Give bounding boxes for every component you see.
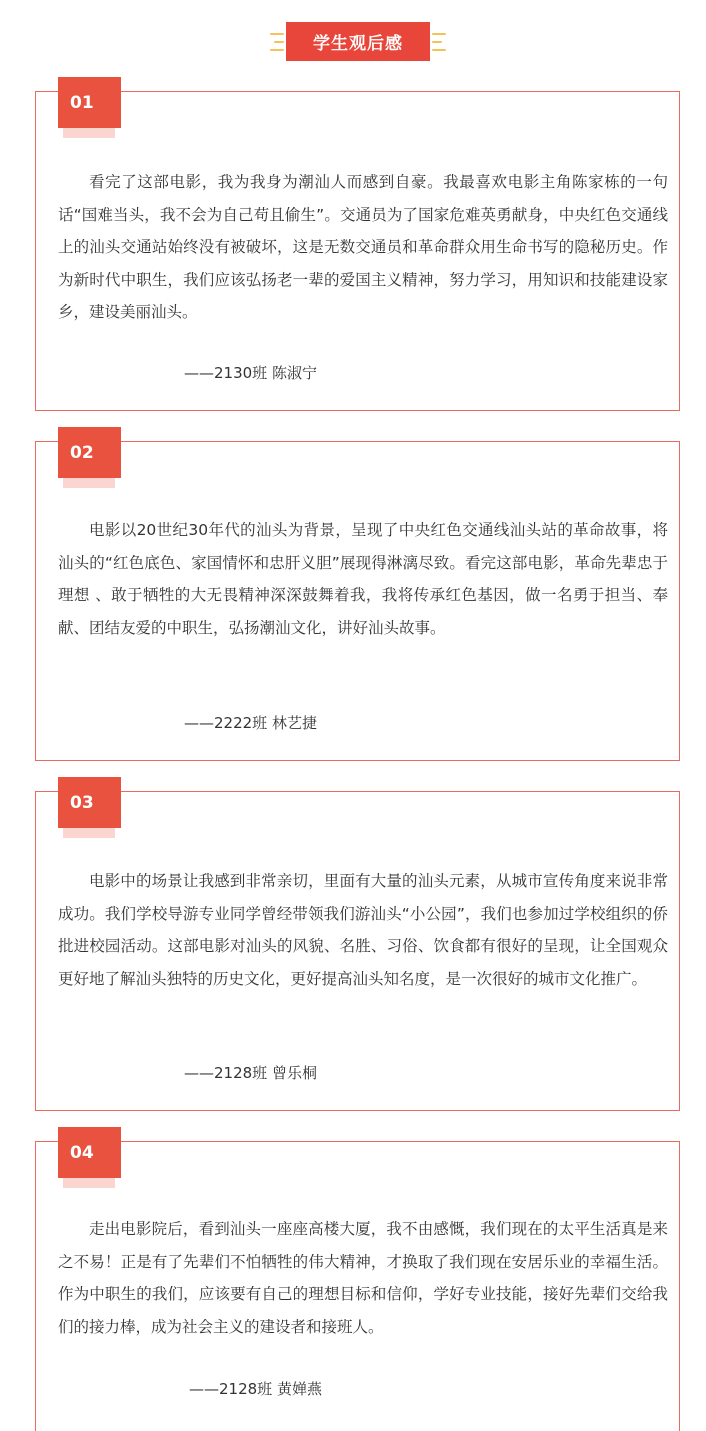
review-text: 电影中的场景让我感到非常亲切，里面有大量的汕头元素，从城市宣传角度来说非常成功。我们学校导游专业同学曾经带领我们游汕头“小公园”，我们也参加过学校组织的侨批进校园活动。这部电影对汕头的风貌、名胜、习俗、饮食都有很好的呈现，让全国观众更好地了解汕头独特的历史文化，更好提高汕头知名度，是一次很好的城市文化推广。 [58, 872, 668, 988]
review-signature: ——2128班 曾乐桐 [184, 1064, 317, 1082]
number-badge: 03 [58, 777, 121, 828]
review-card-1 [35, 91, 680, 411]
review-signature: ——2130班 陈淑宁 [184, 364, 317, 382]
title-decoration-right [432, 33, 446, 51]
section-title: 学生观后感 [286, 22, 430, 61]
review-card-3 [35, 791, 680, 1111]
review-text: 走出电影院后，看到汕头一座座高楼大厦，我不由感慨，我们现在的太平生活真是来之不易！正是有了先辈们不怕牺牲的伟大精神，才换取了我们现在安居乐业的幸福生活。作为中职生的我们，应该要有自己的理想目标和信仰，学好专业技能，接好先辈们交给我们的接力棒，成为社会主义的建设者和接班人。 [58, 1220, 668, 1336]
review-card-4 [35, 1141, 680, 1431]
review-signature: ——2222班 林艺捷 [184, 714, 317, 732]
number-badge: 01 [58, 77, 121, 128]
review-signature: ——2128班 黄婵燕 [189, 1380, 322, 1398]
number-badge: 02 [58, 427, 121, 478]
review-card-2 [35, 441, 680, 761]
section-header [0, 22, 706, 62]
review-text: 电影以20世纪30年代的汕头为背景，呈现了中央红色交通线汕头站的革命故事，将汕头的“红色底色、家国情怀和忠肝义胆”展现得淋漓尽致。看完这部电影，革命先辈忠于理想 、敢于牺牲的大无畏精神深深鼓舞着我，我将传承红色基因，做一名勇于担当、奉献、团结友爱的中职生，弘扬潮汕文化，讲好汕头故事。 [58, 521, 668, 637]
title-decoration-left [270, 33, 284, 51]
review-text: 看完了这部电影，我为我身为潮汕人而感到自豪。我最喜欢电影主角陈家栋的一句话“国难当头，我不会为自己苟且偷生”。交通员为了国家危难英勇献身，中央红色交通线上的汕头交通站始终没有被破坏，这是无数交通员和革命群众用生命书写的隐秘历史。作为新时代中职生，我们应该弘扬老一辈的爱国主义精神，努力学习，用知识和技能建设家乡，建设美丽汕头。 [58, 173, 668, 321]
number-badge: 04 [58, 1127, 121, 1178]
